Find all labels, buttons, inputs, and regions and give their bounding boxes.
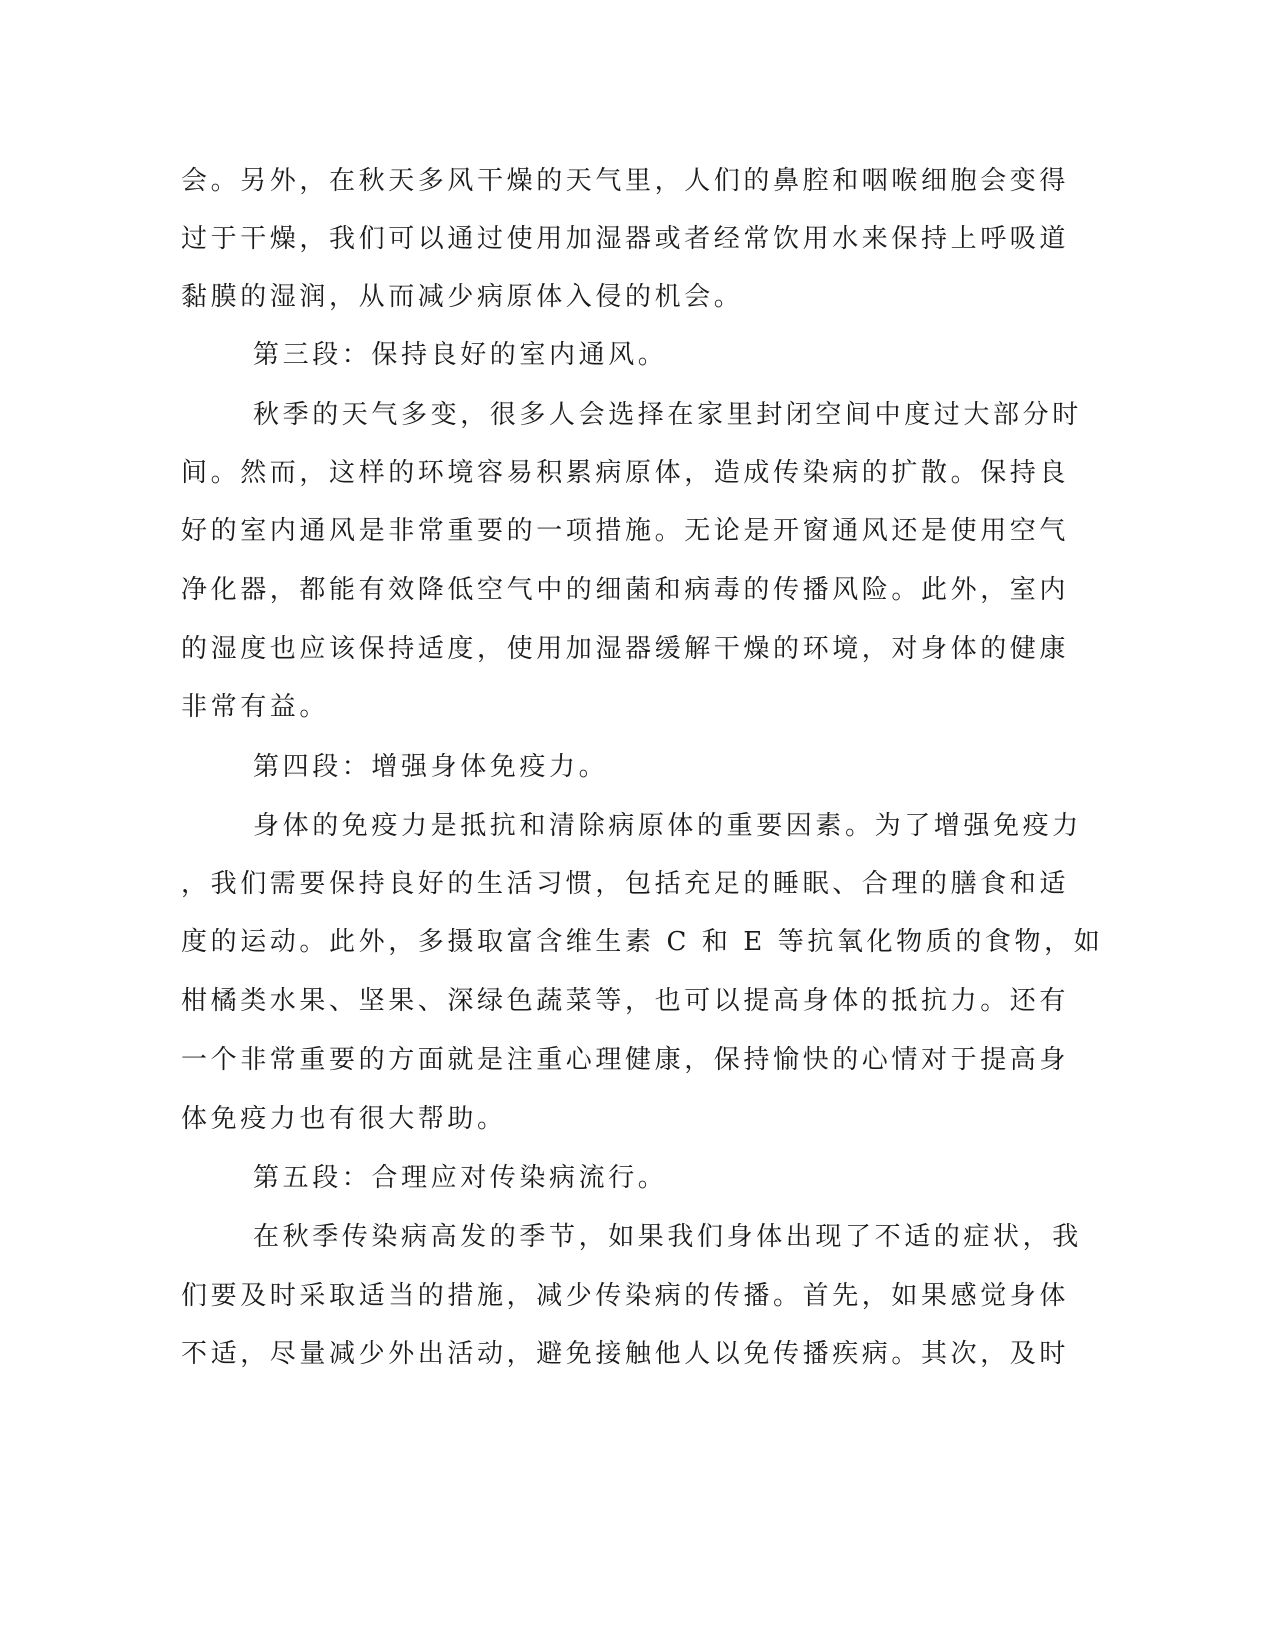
- text-line: 一个非常重要的方面就是注重心理健康，保持愉快的心情对于提高身: [181, 1045, 1070, 1075]
- text-line: 好的室内通风是非常重要的一项措施。无论是开窗通风还是使用空气: [181, 516, 1070, 546]
- text-line: 们要及时采取适当的措施，减少传染病的传播。首先，如果感觉身体: [181, 1281, 1070, 1311]
- text-line: 度的运动。此外，多摄取富含维生素 C 和 E 等抗氧化物质的食物，如: [181, 927, 1104, 957]
- text-line: 非常有益。: [181, 692, 330, 722]
- text-line: 间。然而，这样的环境容易积累病原体，造成传染病的扩散。保持良: [181, 458, 1070, 488]
- section-heading-4: 第四段：增强身体免疫力。: [253, 752, 609, 782]
- text-line: ，我们需要保持良好的生活习惯，包括充足的睡眠、合理的膳食和适: [181, 869, 1070, 899]
- text-line: 黏膜的湿润，从而减少病原体入侵的机会。: [181, 282, 744, 312]
- text-line: 秋季的天气多变，很多人会选择在家里封闭空间中度过大部分时: [253, 400, 1082, 430]
- text-line: 不适，尽量减少外出活动，避免接触他人以免传播疾病。其次，及时: [181, 1339, 1070, 1369]
- text-line: 身体的免疫力是抵抗和清除病原体的重要因素。为了增强免疫力: [253, 811, 1082, 841]
- text-line: 柑橘类水果、坚果、深绿色蔬菜等，也可以提高身体的抵抗力。还有: [181, 986, 1070, 1016]
- section-heading-3: 第三段：保持良好的室内通风。: [253, 340, 668, 370]
- text-line: 在秋季传染病高发的季节，如果我们身体出现了不适的症状，我: [253, 1222, 1082, 1252]
- section-heading-5: 第五段：合理应对传染病流行。: [253, 1163, 668, 1193]
- text-line: 净化器，都能有效降低空气中的细菌和病毒的传播风险。此外，室内: [181, 575, 1070, 605]
- text-line: 会。另外，在秋天多风干燥的天气里，人们的鼻腔和咽喉细胞会变得: [181, 166, 1070, 196]
- text-line: 体免疫力也有很大帮助。: [181, 1104, 507, 1134]
- text-line: 的湿度也应该保持适度，使用加湿器缓解干燥的环境，对身体的健康: [181, 634, 1070, 664]
- text-line: 过于干燥，我们可以通过使用加湿器或者经常饮用水来保持上呼吸道: [181, 224, 1070, 254]
